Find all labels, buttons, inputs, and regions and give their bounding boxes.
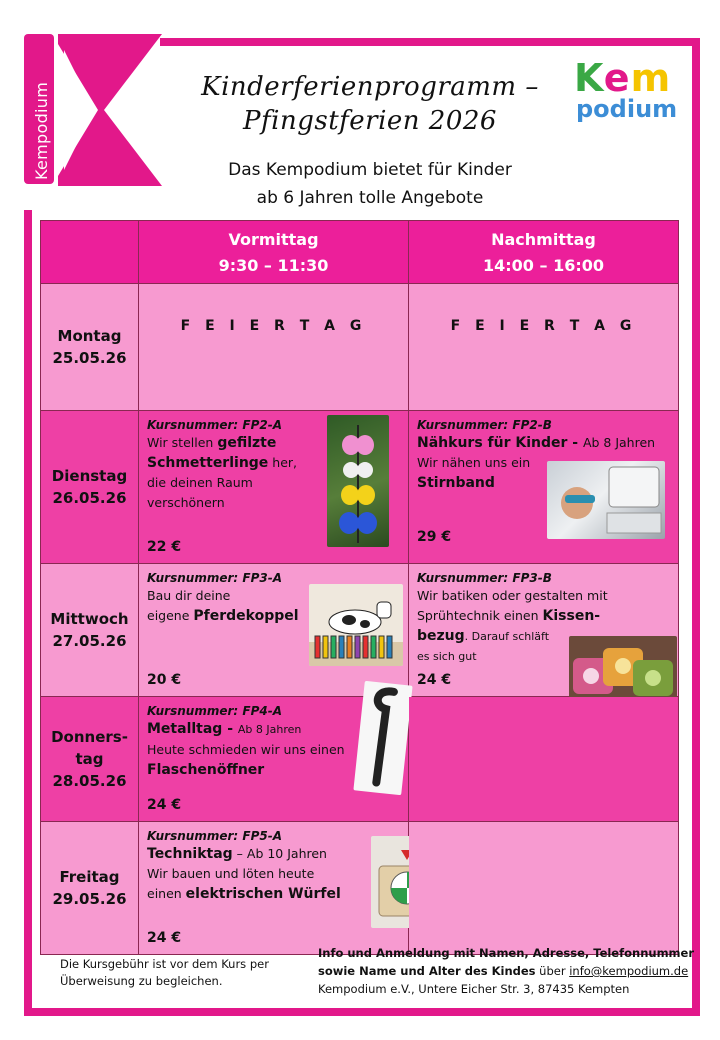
table-row <box>41 564 679 697</box>
holiday-morning: F E I E R T A G <box>139 284 409 411</box>
contact-line: sowie Name und Alter des Kindes <box>318 964 536 978</box>
day-name: Mittwoch <box>50 610 129 628</box>
course-fp4a <box>139 697 409 822</box>
course-text: Heute schmieden wir uns einen <box>147 742 345 757</box>
course-highlight: bezug <box>417 628 465 644</box>
course-text: einen <box>147 886 186 901</box>
page-title <box>180 70 560 138</box>
course-number: Kursnummer: FP3-B <box>417 571 552 585</box>
frame-bottom <box>24 1008 700 1016</box>
day-tuesday <box>41 411 139 564</box>
course-price: 24 € <box>417 672 452 688</box>
holiday-afternoon: F E I E R T A G <box>409 284 679 411</box>
header-empty-cell <box>41 221 139 284</box>
course-fp3a <box>139 564 409 697</box>
header-morning <box>139 221 409 284</box>
course-text: Bau dir deine <box>147 588 231 603</box>
butterflies-image <box>327 415 389 547</box>
day-date: 26.05.26 <box>52 489 127 507</box>
morning-time: 9:30 – 11:30 <box>218 256 329 275</box>
day-name-cont: tag <box>75 750 104 768</box>
title-line-1: Kinderferienprogramm – <box>201 72 539 102</box>
course-text: die deinen Raum <box>147 475 253 490</box>
course-fp2b <box>409 411 679 564</box>
course-text: – Ab 10 Jahren <box>232 846 327 861</box>
day-name: Freitag <box>59 868 120 886</box>
table-row <box>41 411 679 564</box>
morning-label: Vormittag <box>228 230 319 249</box>
address-line: Kempodium e.V., Untere Eicher Str. 3, 87435 Kempten <box>318 982 630 996</box>
day-wednesday <box>41 564 139 697</box>
title-line-2: Pfingstferien 2026 <box>243 106 497 136</box>
course-number: Kursnummer: FP2-B <box>417 418 552 432</box>
subtitle-line-2: ab 6 Jahren tolle Angebote <box>256 188 484 208</box>
schedule-table <box>40 220 679 955</box>
brand-vertical-text: Kempodium <box>32 81 51 180</box>
logo-letter-e: e <box>603 56 631 100</box>
frame-left <box>24 210 32 1016</box>
day-date: 29.05.26 <box>52 890 127 908</box>
payment-note <box>60 956 300 990</box>
subtitle-line-1: Das Kempodium bietet für Kinder <box>228 160 512 180</box>
afternoon-label: Nachmittag <box>491 230 596 249</box>
day-friday <box>41 822 139 955</box>
course-text: verschönern <box>147 495 225 510</box>
course-text: Wir nähen uns ein <box>417 455 531 470</box>
header-afternoon <box>409 221 679 284</box>
contact-info <box>318 944 698 998</box>
sewing-machine-image <box>547 461 665 539</box>
contact-text: über <box>535 964 570 978</box>
table-row <box>41 822 679 955</box>
course-fp2a <box>139 411 409 564</box>
k-logo-icon <box>58 30 168 190</box>
course-text: Ab 8 Jahren <box>582 435 656 450</box>
payment-note-line: Die Kursgebühr ist vor dem Kurs per <box>60 957 269 971</box>
table-row <box>41 284 679 411</box>
course-number: Kursnummer: FP5-A <box>147 829 282 843</box>
course-highlight: Schmetterlinge <box>147 455 269 471</box>
course-text: her, <box>268 455 297 470</box>
logo-podium: podium <box>576 95 678 123</box>
email-link[interactable]: info@kempodium.de <box>569 964 689 978</box>
page-subtitle <box>190 156 550 212</box>
course-highlight: Techniktag <box>147 846 233 862</box>
day-date: 28.05.26 <box>52 772 127 790</box>
day-date: 25.05.26 <box>52 349 127 367</box>
course-highlight: Pferdekoppel <box>193 608 299 624</box>
course-price: 29 € <box>417 529 452 545</box>
course-fp5a <box>139 822 409 955</box>
course-price: 24 € <box>147 930 182 946</box>
course-text: es sich gut <box>417 650 477 663</box>
course-highlight: Stirnband <box>417 475 495 491</box>
course-text: Ab 8 Jahren <box>237 723 302 736</box>
table-row <box>41 697 679 822</box>
day-name: Montag <box>57 327 122 345</box>
contact-line: Info und Anmeldung mit Namen, Adresse, Telefonnummer <box>318 946 695 960</box>
course-highlight: Flaschenöffner <box>147 762 265 778</box>
course-text: eigene <box>147 608 194 623</box>
day-date: 27.05.26 <box>52 632 127 650</box>
course-text: . Darauf schläft <box>464 630 550 643</box>
afternoon-empty-thursday <box>409 697 679 822</box>
course-price: 24 € <box>147 797 182 813</box>
frame-top <box>160 38 700 46</box>
table-header-row <box>41 221 679 284</box>
day-name: Donners- <box>51 728 128 746</box>
course-highlight: gefilzte <box>217 435 277 451</box>
course-price: 20 € <box>147 672 182 688</box>
course-highlight: Kissen- <box>542 608 601 624</box>
course-number: Kursnummer: FP4-A <box>147 704 282 718</box>
course-text: Sprühtechnik einen <box>417 608 543 623</box>
course-number: Kursnummer: FP3-A <box>147 571 282 585</box>
course-price: 22 € <box>147 539 182 555</box>
course-text: Wir stellen <box>147 435 218 450</box>
day-monday <box>41 284 139 411</box>
afternoon-empty-friday <box>409 822 679 955</box>
kempodium-logo <box>574 56 694 123</box>
logo-letter-k: K <box>574 56 604 100</box>
course-text: Wir bauen und löten heute <box>147 866 315 881</box>
day-name: Dienstag <box>51 467 128 485</box>
course-highlight: Nähkurs für Kinder - <box>417 435 583 451</box>
frame-right <box>692 38 700 1016</box>
course-highlight: elektrischen Würfel <box>185 886 341 902</box>
course-number: Kursnummer: FP2-A <box>147 418 282 432</box>
afternoon-time: 14:00 – 16:00 <box>483 256 604 275</box>
payment-note-line: Überweisung zu begleichen. <box>60 974 223 988</box>
course-text: Wir batiken oder gestalten mit <box>417 588 608 603</box>
course-fp3b <box>409 564 679 697</box>
course-highlight: Metalltag - <box>147 721 238 737</box>
logo-letter-m: m <box>630 56 672 100</box>
day-thursday <box>41 697 139 822</box>
horse-paddock-image <box>309 584 403 666</box>
